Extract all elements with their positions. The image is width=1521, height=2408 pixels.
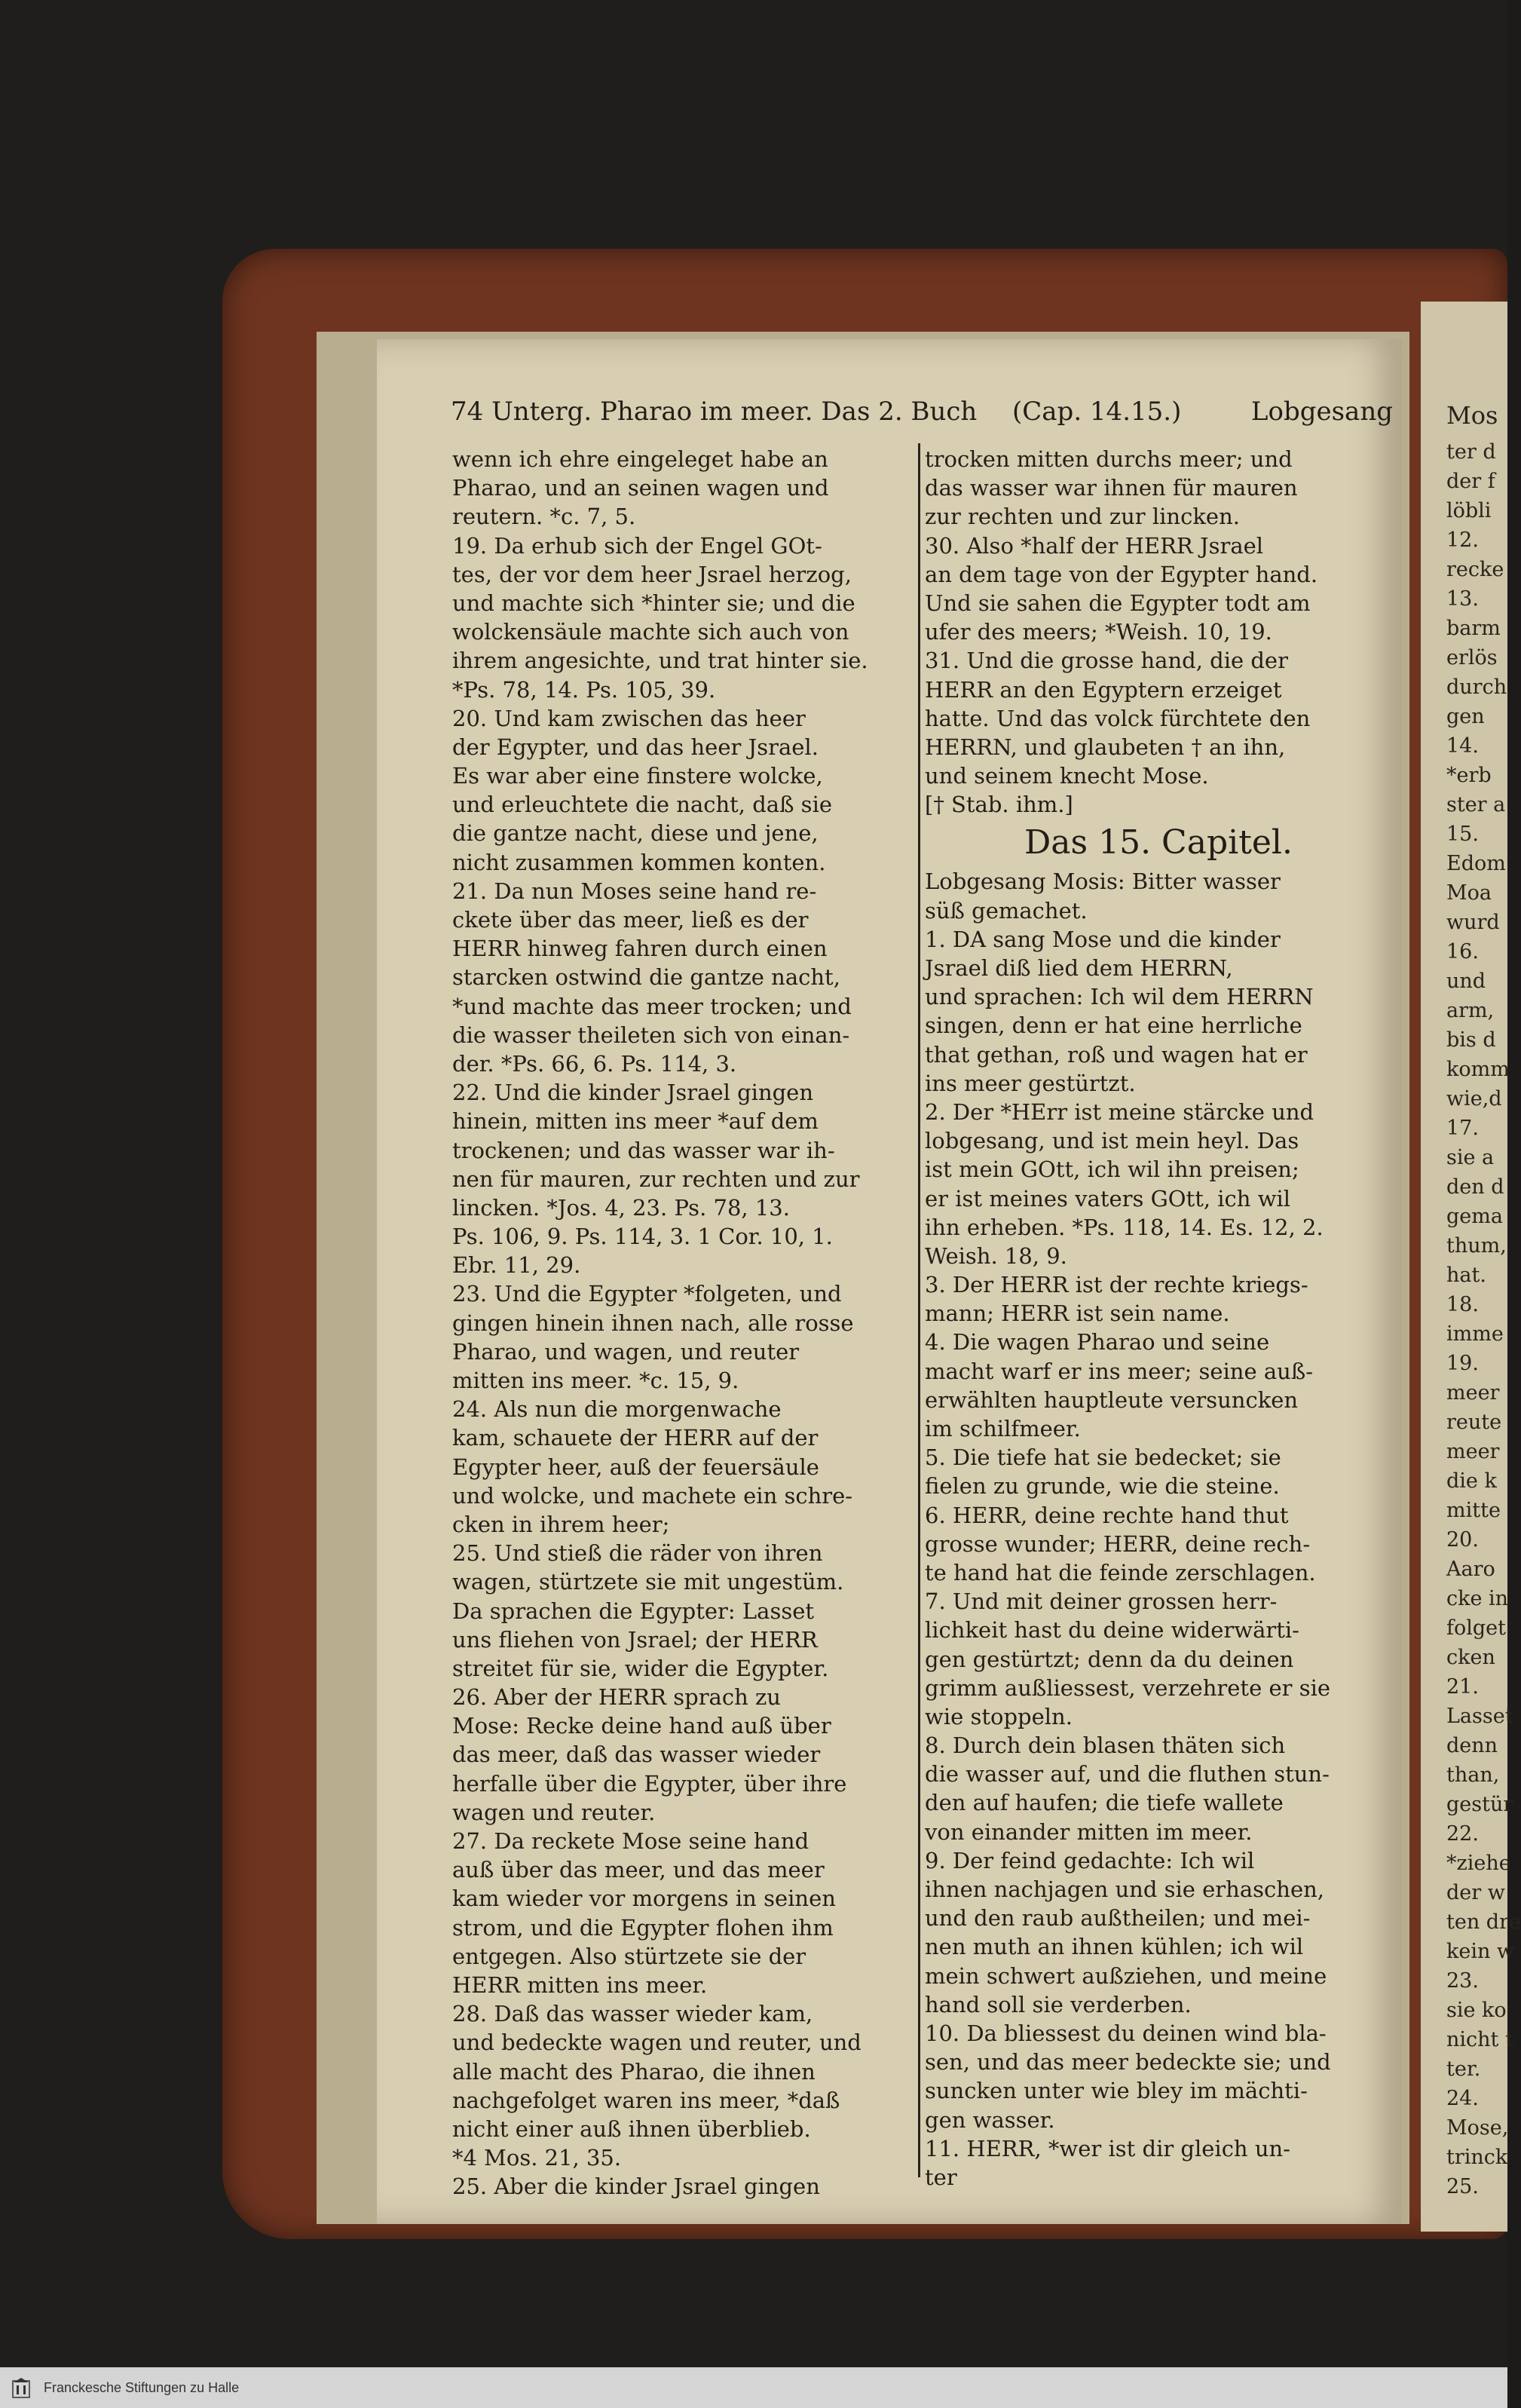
text-line: und bedeckte wagen und reuter, und: [452, 2030, 861, 2056]
text-line: das meer, daß das wasser wieder: [452, 1742, 821, 1768]
left-column: [452, 445, 920, 2201]
text-line: die gantze nacht, diese und jene,: [452, 820, 819, 847]
facing-page-line: gestür: [1446, 1793, 1513, 1816]
text-line: suncken unter wie bley im mächti-: [925, 2078, 1308, 2104]
text-line: 25. Und stieß die räder von ihren: [452, 1540, 823, 1567]
text-line: *4 Mos. 21, 35.: [452, 2145, 622, 2171]
facing-page-line: und: [1446, 970, 1486, 993]
text-line: singen, denn er hat eine herrliche: [925, 1013, 1302, 1039]
text-line: that gethan, roß und wagen hat er: [925, 1041, 1308, 1068]
text-line: trockenen; und das wasser war ih-: [452, 1137, 835, 1163]
text-line: 5. Die tiefe hat sie bedecket; sie: [925, 1444, 1281, 1471]
facing-page-line: 17.: [1446, 1117, 1479, 1140]
text-line: mann; HERR ist sein name.: [925, 1301, 1230, 1327]
facing-page-line: recke: [1446, 558, 1504, 581]
text-line: Jsrael diß lied dem HERRN,: [925, 955, 1233, 981]
text-line: Da sprachen die Egypter: Lasset: [452, 1598, 815, 1624]
text-line: streitet für sie, wider die Egypter.: [452, 1655, 829, 1681]
text-line: entgegen. Also stürtzete sie der: [452, 1943, 806, 1969]
facing-page-line: Lasset: [1446, 1705, 1513, 1728]
text-line: hatte. Und das volck fürchtete den: [925, 705, 1311, 731]
facing-page-line: Mose,: [1446, 2116, 1509, 2140]
text-line: 28. Daß das wasser wieder kam,: [452, 2001, 813, 2027]
facing-page-line: trinck: [1446, 2146, 1508, 2169]
text-line: ufer des meers; *Weish. 10, 19.: [925, 619, 1272, 645]
text-line: sen, und das meer bedeckte sie; und: [925, 2049, 1331, 2076]
facing-page-line: ster a: [1446, 793, 1506, 816]
text-line: auß über das meer, und das meer: [452, 1857, 825, 1883]
text-line: 8. Durch dein blasen thäten sich: [925, 1732, 1286, 1759]
text-line: hand soll sie verderben.: [925, 1991, 1192, 2017]
facing-page-line: 23.: [1446, 1969, 1479, 1993]
text-line: alle macht des Pharao, die ihnen: [452, 2058, 816, 2085]
text-line: Ps. 106, 9. Ps. 114, 3. 1 Cor. 10, 1.: [452, 1224, 833, 1250]
institution-logo-icon: [11, 2376, 32, 2399]
text-line: und erleuchtete die nacht, daß sie: [452, 792, 833, 818]
text-line: erwählten hauptleute versuncken: [925, 1386, 1299, 1413]
facing-page-line: denn: [1446, 1734, 1498, 1757]
facing-page-header: Mos: [1446, 401, 1498, 430]
facing-page-line: imme: [1446, 1322, 1504, 1346]
text-line: Weish. 18, 9.: [925, 1242, 1067, 1269]
text-line: er ist meines vaters GOtt, ich wil: [925, 1185, 1291, 1212]
text-line: die wasser auf, und die fluthen stun-: [925, 1761, 1330, 1788]
text-line: ihnen nachjagen und sie erhaschen,: [925, 1876, 1325, 1902]
text-line: und den raub außtheilen; und mei-: [925, 1905, 1311, 1932]
text-line: Pharao, und an seinen wagen und: [452, 475, 829, 501]
text-line: [† Stab. ihm.]: [925, 792, 1073, 818]
facing-page-line: löbli: [1446, 499, 1492, 522]
facing-page-line: 21.: [1446, 1675, 1479, 1699]
text-line: grosse wunder; HERR, deine rech-: [925, 1530, 1311, 1557]
text-line: trocken mitten durchs meer; und: [925, 446, 1293, 472]
facing-page-line: folget: [1446, 1616, 1506, 1640]
header-right: Lobgesang: [1250, 397, 1393, 427]
facing-page-line: ter.: [1446, 2057, 1481, 2081]
text-line: HERR hinweg fahren durch einen: [452, 936, 828, 962]
text-line: lobgesang, und ist mein heyl. Das: [925, 1128, 1299, 1154]
text-line: te hand hat die feinde zerschlagen.: [925, 1559, 1316, 1585]
text-line: den auf haufen; die tiefe wallete: [925, 1790, 1284, 1816]
text-line: 31. Und die grosse hand, die der: [925, 648, 1288, 674]
facing-page-line: reute: [1446, 1411, 1502, 1434]
text-line: grimm außliessest, verzehrete er sie: [925, 1674, 1331, 1701]
text-line: 25. Aber die kinder Jsrael gingen: [452, 2174, 820, 2200]
facing-page-line: ten dre: [1446, 1910, 1521, 1934]
text-line: *Ps. 78, 14. Ps. 105, 39.: [452, 676, 716, 703]
facing-page-line: arm,: [1446, 999, 1495, 1022]
text-line: 22. Und die kinder Jsrael gingen: [452, 1080, 814, 1106]
facing-page-line: gema: [1446, 1205, 1503, 1228]
facing-page-line: ter d: [1446, 440, 1496, 464]
facing-page-line: Edom: [1446, 852, 1506, 875]
text-line: nachgefolget waren ins meer, *daß: [452, 2087, 840, 2113]
text-line: strom, und die Egypter flohen ihm: [452, 1914, 834, 1941]
right-column: [925, 445, 1392, 2192]
text-line: kam wieder vor morgens in seinen: [452, 1886, 836, 1912]
text-line: uns fliehen von Jsrael; der HERR: [452, 1626, 818, 1653]
facing-page-lines: [1421, 437, 1521, 2201]
facing-page-line: sie ko: [1446, 1999, 1507, 2022]
text-line: der Egypter, und das heer Jsrael.: [452, 734, 819, 760]
right-column-verses-ch14: [925, 445, 1392, 819]
text-line: 3. Der HERR ist der rechte kriegs-: [925, 1272, 1308, 1298]
text-line: 6. HERR, deine rechte hand thut: [925, 1502, 1289, 1528]
text-line: die wasser theileten sich von einan-: [452, 1022, 850, 1048]
text-line: und sprachen: Ich wil dem HERRN: [925, 984, 1314, 1010]
text-line: nicht zusammen kommen konten.: [452, 849, 826, 875]
text-line: an dem tage von der Egypter hand.: [925, 561, 1318, 587]
facing-page-line: *ziehe: [1446, 1852, 1511, 1875]
text-line: macht warf er ins meer; seine auß-: [925, 1358, 1313, 1384]
running-header: [451, 397, 1393, 442]
text-line: gingen hinein ihnen nach, alle rosse: [452, 1310, 854, 1336]
facing-page-line: meer: [1446, 1381, 1500, 1405]
text-line: lincken. *Jos. 4, 23. Ps. 78, 13.: [452, 1194, 790, 1221]
facing-page-line: 12.: [1446, 528, 1479, 552]
text-line: gen wasser.: [925, 2106, 1055, 2133]
text-line: HERR an den Egyptern erzeiget: [925, 676, 1282, 703]
facing-page-line: Aaro: [1446, 1558, 1495, 1581]
text-line: gen gestürtzt; denn da du deinen: [925, 1646, 1294, 1672]
text-line: Ebr. 11, 29.: [452, 1252, 581, 1279]
facing-page-line: der w: [1446, 1881, 1505, 1904]
text-line: *und machte das meer trocken; und: [452, 993, 852, 1019]
facing-page-line: 13.: [1446, 587, 1479, 611]
text-line: der. *Ps. 66, 6. Ps. 114, 3.: [452, 1050, 737, 1077]
facing-page-line: thum,: [1446, 1234, 1507, 1258]
text-line: ihrem angesichte, und trat hinter sie.: [452, 648, 868, 674]
facing-page-line: 24.: [1446, 2087, 1479, 2110]
facing-page-line: 16.: [1446, 940, 1479, 964]
facing-page-line: den d: [1446, 1175, 1504, 1199]
text-line: wagen und reuter.: [452, 1799, 656, 1825]
facing-page-line: 25.: [1446, 2175, 1479, 2198]
text-line: ins meer gestürtzt.: [925, 1070, 1136, 1096]
facing-page-line: 18.: [1446, 1293, 1479, 1316]
text-line: HERRN, und glaubeten † an ihn,: [925, 734, 1286, 760]
facing-page-line: durch: [1446, 676, 1507, 699]
text-line: Egypter heer, auß der feuersäule: [452, 1454, 819, 1480]
facing-page-line: 22.: [1446, 1822, 1479, 1846]
text-line: 9. Der feind gedachte: Ich wil: [925, 1847, 1255, 1873]
facing-page-line: kein w: [1446, 1940, 1515, 1963]
header-chapter-ref: (Cap. 14.15.): [1012, 397, 1182, 427]
text-line: 24. Als nun die morgenwache: [452, 1396, 782, 1423]
text-line: wie stoppeln.: [925, 1703, 1073, 1729]
text-line: und wolcke, und machete ein schre-: [452, 1482, 853, 1509]
facing-page-line: erlös: [1446, 646, 1498, 669]
text-line: zur rechten und zur lincken.: [925, 504, 1240, 530]
text-line: herfalle über die Egypter, über ihre: [452, 1770, 847, 1797]
facing-page-line: Moa: [1446, 881, 1492, 905]
facing-page-line: 20.: [1446, 1528, 1479, 1552]
facing-page-line: cke in: [1446, 1587, 1509, 1610]
chapter-heading: Das 15. Capitel.: [1024, 823, 1293, 862]
facing-page-line: wurd: [1446, 911, 1500, 934]
text-line: Und sie sahen die Egypter todt am: [925, 590, 1311, 616]
facing-page-line: die k: [1446, 1469, 1497, 1493]
text-line: 11. HERR, *wer ist dir gleich un-: [925, 2135, 1290, 2161]
facing-page-line: gen: [1446, 705, 1485, 728]
text-line: cken in ihrem heer;: [452, 1511, 670, 1537]
text-line: tes, der vor dem heer Jsrael herzog,: [452, 561, 852, 587]
text-line: und machte sich *hinter sie; und die: [452, 590, 855, 616]
facing-page-line: komm: [1446, 1058, 1510, 1081]
text-line: wagen, stürtzete sie mit ungestüm.: [452, 1569, 844, 1595]
text-line: 2. Der *HErr ist meine stärcke und: [925, 1098, 1314, 1125]
text-line: ist mein GOtt, ich wil ihn preisen;: [925, 1157, 1299, 1183]
text-line: reutern. *c. 7, 5.: [452, 504, 636, 530]
text-line: 4. Die wagen Pharao und seine: [925, 1329, 1270, 1356]
facing-page-line: mitte: [1446, 1499, 1501, 1522]
text-line: HERR mitten ins meer.: [452, 1971, 708, 1998]
facing-page-line: sie a: [1446, 1146, 1495, 1169]
text-line: starcken ostwind die gantze nacht,: [452, 964, 840, 991]
text-line: süß gemachet.: [925, 897, 1088, 924]
facing-page-line: bis d: [1446, 1028, 1496, 1052]
text-line: Pharao, und wagen, und reuter: [452, 1338, 800, 1365]
facing-page-line: 14.: [1446, 734, 1479, 758]
text-line: nen für mauren, zur rechten und zur: [452, 1166, 860, 1192]
text-line: fielen zu grunde, wie die steine.: [925, 1473, 1280, 1500]
text-line: 7. Und mit deiner grossen herr-: [925, 1588, 1278, 1615]
footer-credit: Franckesche Stiftungen zu Halle: [44, 2380, 240, 2395]
facing-page-line: hat.: [1446, 1264, 1486, 1287]
facing-page-line: cken: [1446, 1646, 1495, 1669]
text-line: mitten ins meer. *c. 15, 9.: [452, 1368, 739, 1393]
facing-page-line: barm: [1446, 617, 1501, 640]
facing-page-line: 15.: [1446, 823, 1479, 846]
text-line: mein schwert außziehen, und meine: [925, 1962, 1327, 1989]
text-line: von einander mitten im meer.: [925, 1818, 1253, 1845]
text-line: wenn ich ehre eingeleget habe an: [452, 446, 828, 472]
text-line: das wasser war ihnen für mauren: [925, 475, 1298, 501]
right-column-verses-ch15: [925, 867, 1392, 2192]
text-line: wolckensäule machte sich auch von: [452, 619, 849, 645]
facing-page-line: wie,d: [1446, 1087, 1502, 1111]
text-line: nen muth an ihnen kühlen; ich wil: [925, 1934, 1304, 1960]
text-line: lichkeit hast du deine widerwärti-: [925, 1617, 1299, 1644]
facing-page-line: der f: [1446, 470, 1495, 493]
text-line: im schilfmeer.: [925, 1416, 1081, 1441]
facing-page: [1421, 302, 1521, 2232]
text-line: hinein, mitten ins meer *auf dem: [452, 1108, 819, 1135]
facing-page-line: nicht t: [1446, 2028, 1513, 2051]
text-line: Lobgesang Mosis: Bitter wasser: [925, 869, 1281, 895]
text-line: 20. Und kam zwischen das heer: [452, 705, 806, 731]
text-line: 19. Da erhub sich der Engel GOt-: [452, 532, 822, 559]
text-line: 1. DA sang Mose und die kinder: [925, 926, 1281, 952]
text-line: nicht einer auß ihnen überblieb.: [452, 2115, 811, 2142]
text-line: ter: [925, 2164, 957, 2190]
text-line: 10. Da bliessest du deinen wind bla-: [925, 2020, 1327, 2046]
text-line: und seinem knecht Mose.: [925, 763, 1209, 789]
facing-page-line: than,: [1446, 1763, 1500, 1787]
text-line: ckete über das meer, ließ es der: [452, 907, 809, 933]
text-line: kam, schauete der HERR auf der: [452, 1425, 819, 1451]
facing-page-line: meer: [1446, 1440, 1500, 1463]
text-line: 21. Da nun Moses seine hand re-: [452, 878, 817, 904]
text-line: 27. Da reckete Mose seine hand: [452, 1828, 809, 1854]
text-line: Es war aber eine finstere wolcke,: [452, 763, 823, 789]
text-line: 30. Also *half der HERR Jsrael: [925, 532, 1264, 559]
facing-page-line: *erb: [1446, 764, 1492, 787]
header-left: 74 Unterg. Pharao im meer. Das 2. Buch: [451, 397, 978, 427]
text-line: 26. Aber der HERR sprach zu: [452, 1684, 781, 1711]
text-line: ihn erheben. *Ps. 118, 14. Es. 12, 2.: [925, 1214, 1324, 1240]
text-line: Mose: Recke deine hand auß über: [452, 1713, 831, 1739]
text-line: 23. Und die Egypter *folgeten, und: [452, 1281, 842, 1307]
facing-page-line: 19.: [1446, 1352, 1479, 1375]
